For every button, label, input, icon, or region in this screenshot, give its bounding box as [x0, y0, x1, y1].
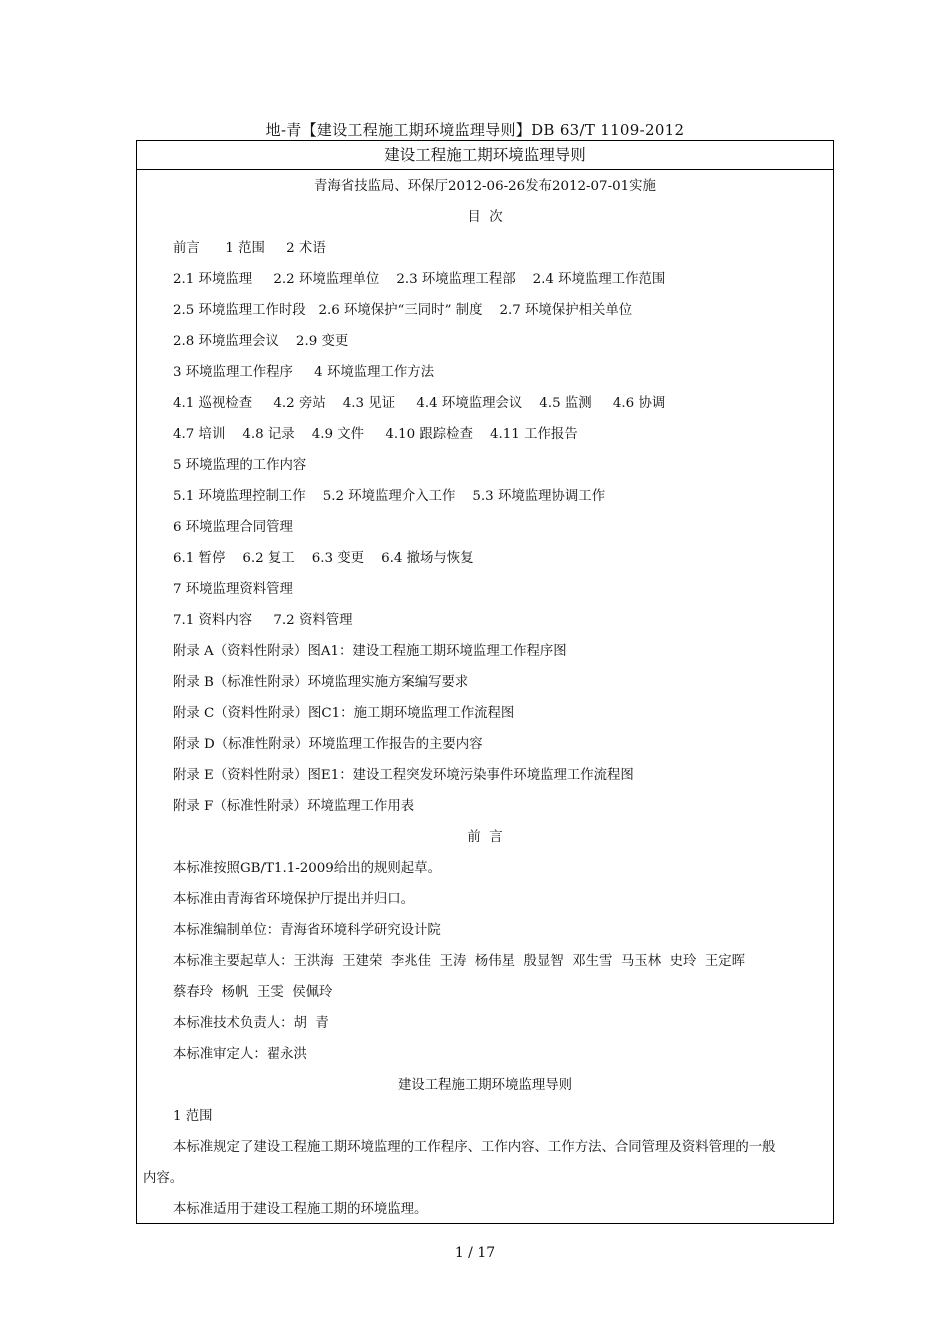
toc-line: 附录 A（资料性附录）图A1：建设工程施工期环境监理工作程序图: [173, 644, 567, 659]
preface-heading: 前 言: [467, 830, 503, 845]
toc-line: 7.1 资料内容 7.2 资料管理: [173, 613, 353, 628]
toc-line: 6.1 暂停 6.2 复工 6.3 变更 6.4 撤场与恢复: [173, 551, 474, 566]
toc-line: 5.1 环境监理控制工作 5.2 环境监理介入工作 5.3 环境监理协调工作: [173, 489, 606, 504]
toc-line: 5 环境监理的工作内容: [173, 458, 307, 473]
toc-line: 附录 C（资料性附录）图C1：施工期环境监理工作流程图: [173, 706, 515, 721]
section-heading: 1 范围: [173, 1109, 213, 1124]
toc-line: 4.7 培训 4.8 记录 4.9 文件 4.10 跟踪检查 4.11 工作报告: [173, 427, 578, 442]
page-number: 1 / 17: [454, 1245, 496, 1261]
paragraph: 本标准规定了建设工程施工期环境监理的工作程序、工作内容、工作方法、合同管理及资料管理的一般: [173, 1140, 776, 1155]
toc-line: 附录 E（资料性附录）图E1：建设工程突发环境污染事件环境监理工作流程图: [173, 768, 634, 783]
toc-line: 6 环境监理合同管理: [173, 520, 293, 535]
toc-heading: 目 次: [467, 210, 503, 225]
toc-line: 2.5 环境监理工作时段 2.6 环境保护“三同时” 制度 2.7 环境保护相关单位: [173, 303, 633, 318]
preface-line: 本标准技术负责人：胡 青: [173, 1016, 329, 1031]
frame-title: 建设工程施工期环境监理导则: [137, 141, 833, 170]
preface-line: 本标准按照GB/T1.1-2009给出的规则起草。: [173, 861, 441, 876]
body-title: 建设工程施工期环境监理导则: [397, 1078, 573, 1093]
paragraph-continued: 内容。: [143, 1171, 184, 1186]
preface-line: 本标准审定人：翟永洪: [173, 1047, 307, 1062]
preface-line: 蔡春玲 杨帆 王雯 侯佩玲: [173, 985, 333, 1000]
toc-line: 2.8 环境监理会议 2.9 变更: [173, 334, 349, 349]
preface-line: 本标准编制单位：青海省环境科学研究设计院: [173, 923, 441, 938]
running-header: 地-青【建设工程施工期环境监理导则】DB 63/T 1109-2012: [265, 121, 685, 139]
document-frame: [136, 140, 834, 1224]
paragraph: 本标准适用于建设工程施工期的环境监理。: [173, 1202, 428, 1217]
toc-line: 附录 D（标准性附录）环境监理工作报告的主要内容: [173, 737, 483, 752]
toc-line: 3 环境监理工作程序 4 环境监理工作方法: [173, 365, 435, 380]
toc-line: 2.1 环境监理 2.2 环境监理单位 2.3 环境监理工程部 2.4 环境监理工作范围: [173, 272, 666, 287]
preface-line: 本标准由青海省环境保护厅提出并归口。: [173, 892, 415, 907]
toc-line: 附录 F（标准性附录）环境监理工作用表: [173, 799, 415, 814]
publish-info: 青海省技监局、环保厅2012-06-26发布2012-07-01实施: [314, 179, 656, 194]
preface-line: 本标准主要起草人：王洪海 王建荣 李兆佳 王涛 杨伟星 殷显智 邓生雪 马玉林 史玲 王定晖: [173, 954, 746, 969]
toc-line: 附录 B（标准性附录）环境监理实施方案编写要求: [173, 675, 469, 690]
toc-line: 前言 1 范围 2 术语: [173, 241, 326, 256]
toc-line: 7 环境监理资料管理: [173, 582, 293, 597]
toc-line: 4.1 巡视检查 4.2 旁站 4.3 见证 4.4 环境监理会议 4.5 监测 4.6 协调: [173, 396, 666, 411]
